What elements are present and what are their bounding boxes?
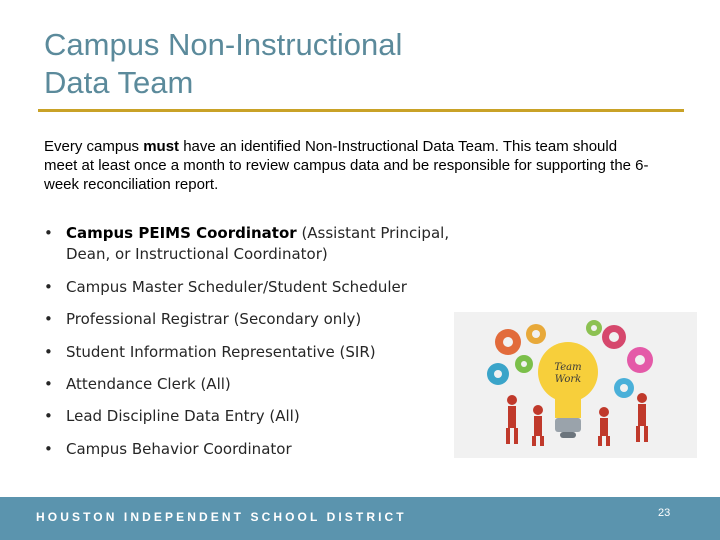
bullet-icon: • — [44, 375, 53, 393]
list-item — [44, 406, 464, 427]
bullet-icon: • — [44, 407, 53, 425]
list-item-label: Student Information Representative (SIR) — [66, 343, 376, 361]
list-item-label: Professional Registrar (Secondary only) — [66, 310, 362, 328]
organization-name: HOUSTON INDEPENDENT SCHOOL DISTRICT — [36, 510, 407, 524]
slide-title-line1: Campus Non-Instructional — [44, 27, 403, 62]
slide-title — [44, 26, 664, 102]
title-divider — [38, 109, 684, 112]
list-item-label: Campus Behavior Coordinator — [66, 440, 292, 458]
intro-text-start: Every campus — [44, 138, 144, 155]
person-icon — [532, 405, 544, 446]
list-item-label: Lead Discipline Data Entry (All) — [66, 407, 300, 425]
bullet-icon: • — [44, 310, 53, 328]
illustration-caption-line2: Work — [554, 374, 582, 385]
intro-text-end: have an identified Non-Instructional Data Team. This team should meet at least once a month to review campus data and be responsible for supporting the 6-week reconciliation report. — [44, 138, 649, 193]
list-item-label: Campus Master Scheduler/Student Scheduler — [66, 278, 407, 296]
gear-icon — [627, 347, 653, 373]
intro-paragraph — [44, 137, 654, 194]
gear-icon — [586, 320, 602, 336]
gear-icon — [614, 378, 634, 398]
list-item-detail-continued: Dean, or Instructional Coordinator) — [66, 245, 328, 263]
bullet-icon: • — [44, 440, 53, 458]
list-item — [44, 439, 464, 460]
teamwork-illustration — [454, 312, 697, 458]
bullet-icon: • — [44, 278, 53, 296]
gear-icon — [526, 324, 546, 344]
list-item — [44, 342, 464, 363]
footer-bar — [0, 497, 720, 540]
list-item-label: Attendance Clerk (All) — [66, 375, 231, 393]
list-item — [44, 309, 464, 330]
person-icon — [506, 395, 518, 444]
list-item-role: Campus PEIMS Coordinator — [66, 224, 297, 242]
gear-icon — [602, 325, 626, 349]
person-icon — [598, 407, 610, 446]
bullet-icon: • — [44, 224, 53, 242]
list-item — [44, 277, 464, 298]
lightbulb-icon — [538, 342, 598, 438]
illustration-caption-line1: Team — [554, 362, 582, 373]
gear-icon — [495, 329, 521, 355]
intro-emphasis: must — [143, 138, 180, 155]
bullet-icon: • — [44, 343, 53, 361]
slide-title-line2: Data Team — [44, 65, 194, 100]
gear-icon — [487, 363, 509, 385]
page-number: 23 — [658, 507, 671, 519]
list-item — [44, 223, 464, 265]
gear-icon — [515, 355, 533, 373]
list-item-detail: (Assistant Principal, — [296, 224, 450, 242]
person-icon — [636, 393, 648, 442]
teamwork-lightbulb-icon — [454, 312, 697, 458]
list-item — [44, 374, 464, 395]
